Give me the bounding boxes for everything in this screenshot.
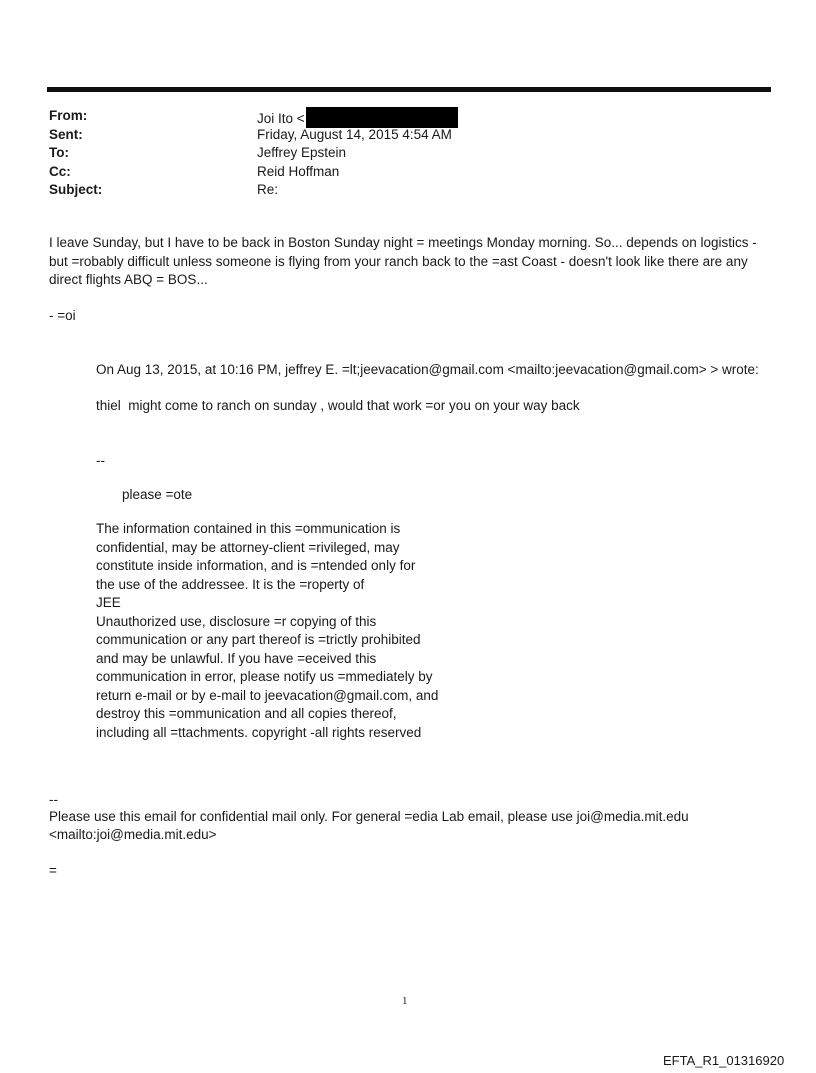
to-value: Jeffrey Epstein xyxy=(257,145,347,160)
sent-label: Sent: xyxy=(49,126,83,142)
cc-value: Reid Hoffman xyxy=(257,163,340,179)
quoted-separator: -- xyxy=(96,453,105,468)
reply-signature: - =oi xyxy=(49,308,76,323)
footer-separator: -- xyxy=(49,792,58,807)
to-label: To: xyxy=(49,145,69,160)
header-rule xyxy=(47,87,771,92)
page-number: 1 xyxy=(402,995,408,1007)
footer-end: = xyxy=(49,863,57,878)
reply-paragraph: I leave Sunday, but I have to be back in Boston Sunday night = meetings Monday morning. So... depends on logistics - but =robably difficult unless someone is flying from your ranch back to the =ast Coast - doesn't look like there are any direct flights ABQ = BOS... xyxy=(49,235,757,287)
footer-line-2: <mailto:joi@media.mit.edu> xyxy=(49,827,217,842)
quoted-header-line: On Aug 13, 2015, at 10:16 PM, jeffrey E. =lt;jeevacation@gmail.com <mailto:jeevacation@gmail.com> > wrote: xyxy=(96,362,759,377)
bates-number: EFTA_R1_01316920 xyxy=(663,1053,785,1068)
confidentiality-disclaimer: The information contained in this =ommunication is confidential, may be attorney-client =rivileged, may constitute inside information, and is =ntended only for the use of the addressee. It is the =roperty of JEE Unauthorized use, disclosure =r copying of this communication or any part thereof is =trictly prohibited and may be unlawful. If you have =eceived this communication in error, please notify us =mmediately by return e-mail or by e-mail to jeevacation@gmail.com, and destroy this =ommunication and all copies thereof, including all =ttachments. copyright -all rights reserved xyxy=(96,521,439,740)
footer-line-1: Please use this email for confidential mail only. For general =edia Lab email, please use joi@media.mit.edu xyxy=(49,809,689,824)
from-name: Joi Ito < xyxy=(257,111,305,126)
quoted-note: please =ote xyxy=(122,487,193,502)
subject-value: Re: xyxy=(257,182,279,197)
subject-label: Subject: xyxy=(49,182,103,197)
from-label: From: xyxy=(49,108,88,123)
cc-label: Cc: xyxy=(49,163,71,179)
quoted-message: thiel might come to ranch on sunday , would that work =or you on your way back xyxy=(96,398,580,413)
sent-value: Friday, August 14, 2015 4:54 AM xyxy=(257,126,452,142)
